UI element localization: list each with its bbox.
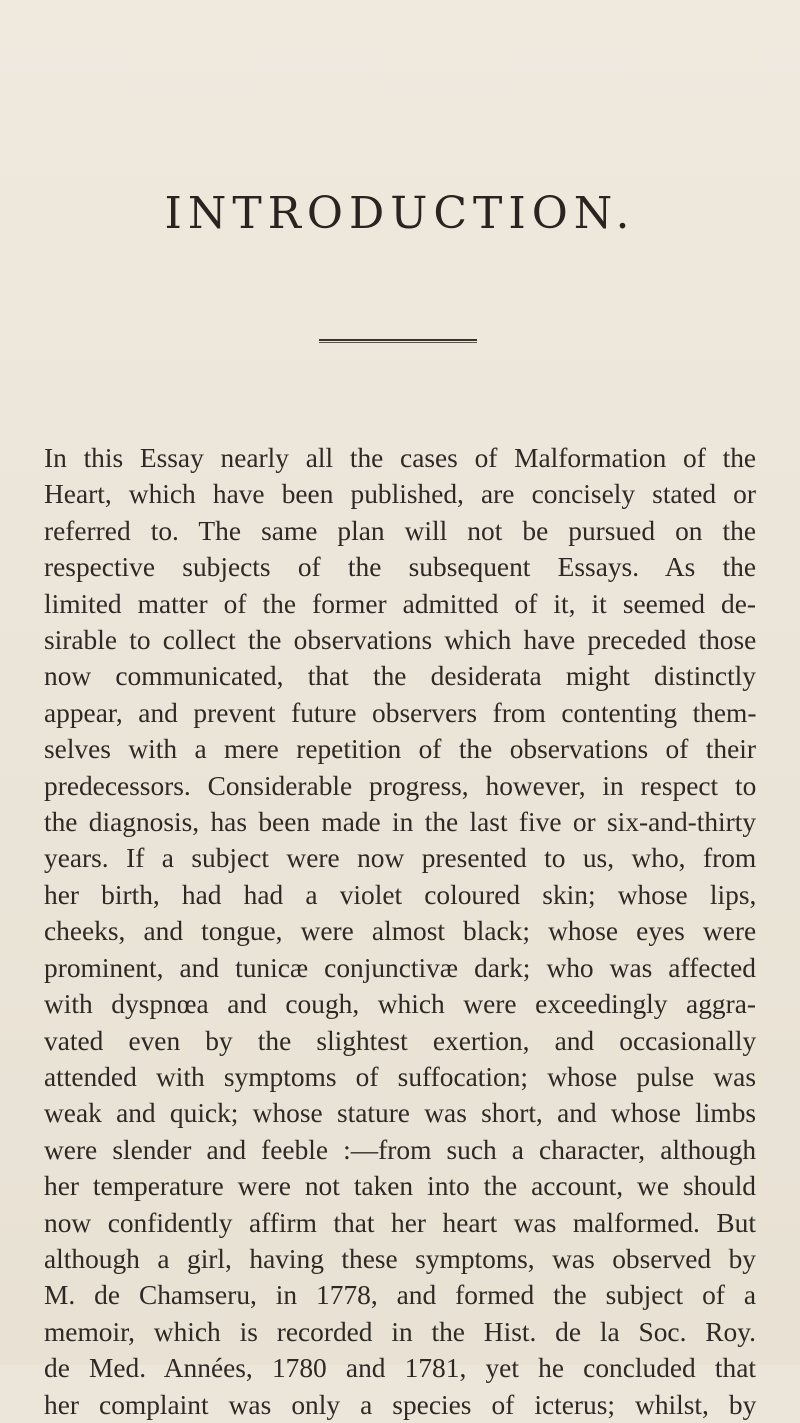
text-line: with dyspnœa and cough, which were exceedingly aggra-	[44, 989, 756, 1020]
text-line: now confidently affirm that her heart was malformed. But	[44, 1207, 756, 1238]
text-line: selves with a mere repetition of the observations of their	[44, 734, 756, 765]
text-line: years. If a subject were now presented to us, who, from	[44, 843, 757, 874]
text-line: vated even by the slightest exertion, and occasionally	[44, 1025, 757, 1056]
text-line: were slender and feeble :—from such a character, although	[44, 1134, 757, 1165]
text-line: her complaint was only a species of icterus; whilst, by	[44, 1389, 757, 1420]
text-line: limited matter of the former admitted of it, it seemed de-	[44, 588, 756, 619]
text-line: the diagnosis, has been made in the last five or six-and-thirty	[44, 807, 757, 838]
body-paragraph	[44, 440, 756, 1423]
text-line: In this Essay nearly all the cases of Malformation of the	[44, 443, 757, 473]
text-line: respective subjects of the subsequent Essays. As the	[44, 552, 756, 583]
text-line: M. de Chamseru, in 1778, and formed the subject of a	[44, 1280, 757, 1311]
text-line: Heart, which have been published, are concisely stated or	[44, 479, 756, 510]
text-line: although a girl, having these symptoms, was observed by	[44, 1243, 756, 1274]
text-line: sirable to collect the observations which have preceded those	[44, 625, 757, 656]
text-line: attended with symptoms of suffocation; whose pulse was	[44, 1061, 756, 1092]
text-line: predecessors. Considerable progress, however, in respect to	[44, 770, 757, 801]
title-divider	[319, 339, 477, 343]
text-line: cheeks, and tongue, were almost black; whose eyes were	[44, 916, 757, 947]
page-title: INTRODUCTION.	[164, 188, 636, 239]
text-line: appear, and prevent future observers from contenting them-	[44, 697, 757, 728]
text-line: now communicated, that the desiderata might distinctly	[44, 661, 756, 692]
text-line: weak and quick; whose stature was short, and whose limbs	[44, 1098, 757, 1129]
text-line: memoir, which is recorded in the Hist. de la Soc. Roy.	[44, 1316, 756, 1347]
text-line: her birth, had had a violet coloured skin; whose lips,	[44, 879, 757, 910]
text-line: referred to. The same plan will not be pursued on the	[44, 515, 756, 546]
text-line: prominent, and tunicæ conjunctivæ dark; who was affected	[44, 952, 756, 983]
text-line: de Med. Années, 1780 and 1781, yet he concluded that	[44, 1353, 756, 1384]
text-line: her temperature were not taken into the account, we should	[44, 1171, 756, 1202]
